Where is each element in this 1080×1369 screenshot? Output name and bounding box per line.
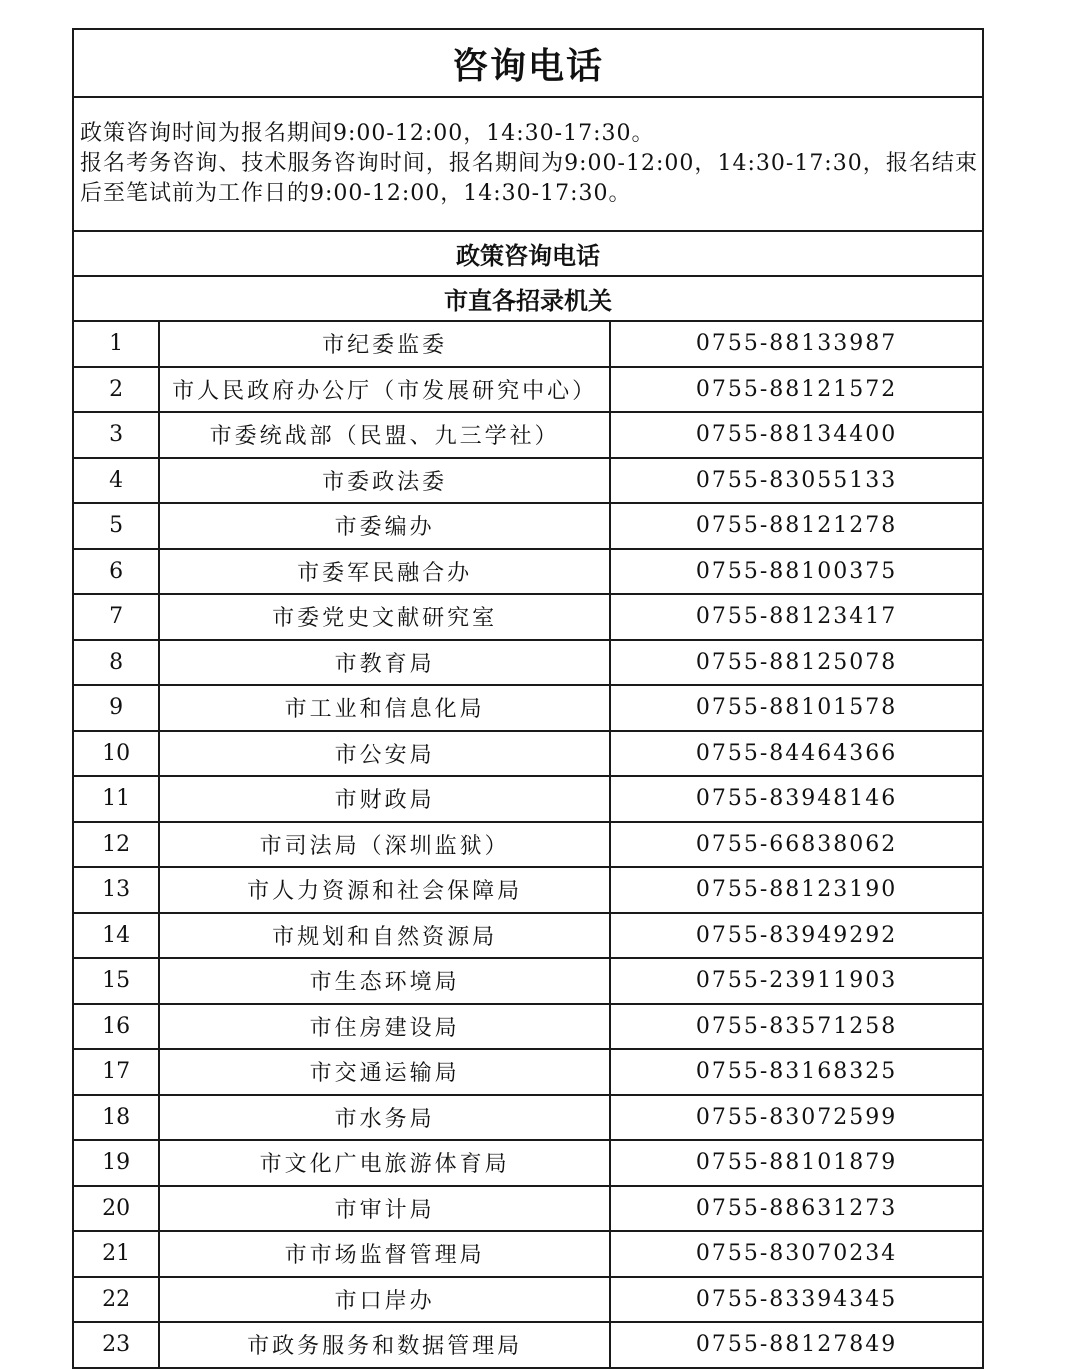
agency-name: 市财政局 (159, 776, 610, 822)
agency-name: 市教育局 (159, 640, 610, 686)
phone-number: 0755-66838062 (610, 822, 983, 868)
agency-name: 市委政法委 (159, 458, 610, 504)
table-row (73, 1049, 983, 1095)
table-row (73, 594, 983, 640)
agency-name: 市委军民融合办 (159, 549, 610, 595)
table-row (73, 367, 983, 413)
note-line: 政策咨询时间为报名期间9:00-12:00，14:30-17:30。 (80, 121, 655, 146)
agency-name: 市公安局 (159, 731, 610, 777)
row-number: 12 (73, 822, 159, 868)
agency-name: 市委统战部（民盟、九三学社） (159, 412, 610, 458)
table-row (73, 685, 983, 731)
phone-number: 0755-84464366 (610, 731, 983, 777)
table-row (73, 549, 983, 595)
phone-number: 0755-88121278 (610, 503, 983, 549)
phone-number: 0755-88123417 (610, 594, 983, 640)
row-number: 14 (73, 913, 159, 959)
phone-number: 0755-83394345 (610, 1277, 983, 1323)
row-number: 7 (73, 594, 159, 640)
phone-number: 0755-83168325 (610, 1049, 983, 1095)
table-row (73, 867, 983, 913)
phone-number: 0755-88127849 (610, 1322, 983, 1368)
phone-number: 0755-88101879 (610, 1140, 983, 1186)
agency-name: 市市场监督管理局 (159, 1231, 610, 1277)
notes-cell (73, 97, 983, 231)
row-number: 9 (73, 685, 159, 731)
section-row (73, 231, 983, 276)
agency-name: 市水务局 (159, 1095, 610, 1141)
row-number: 5 (73, 503, 159, 549)
table-row (73, 321, 983, 367)
section-title: 政策咨询电话 (73, 231, 983, 276)
phone-number: 0755-88100375 (610, 549, 983, 595)
phone-number: 0755-83072599 (610, 1095, 983, 1141)
group-row (73, 276, 983, 321)
note-line: 报名考务咨询、技术服务咨询时间，报名期间为9:00-12:00，14:30-17:30，报名结束后至笔试前为工作日的9:00-12:00，14:30-17:30。 (80, 151, 978, 206)
phone-number: 0755-83571258 (610, 1004, 983, 1050)
row-number: 19 (73, 1140, 159, 1186)
agency-name: 市工业和信息化局 (159, 685, 610, 731)
table-row (73, 958, 983, 1004)
phone-number: 0755-88123190 (610, 867, 983, 913)
phone-number: 0755-88631273 (610, 1186, 983, 1232)
row-number: 10 (73, 731, 159, 777)
agency-name: 市人力资源和社会保障局 (159, 867, 610, 913)
phone-number: 0755-88121572 (610, 367, 983, 413)
contact-table (72, 28, 984, 1369)
agency-name: 市口岸办 (159, 1277, 610, 1323)
phone-number: 0755-88125078 (610, 640, 983, 686)
row-number: 13 (73, 867, 159, 913)
phone-number: 0755-88134400 (610, 412, 983, 458)
table-row (73, 731, 983, 777)
agency-name: 市文化广电旅游体育局 (159, 1140, 610, 1186)
table-row (73, 1140, 983, 1186)
phone-number: 0755-88101578 (610, 685, 983, 731)
table-row (73, 1277, 983, 1323)
table-row (73, 776, 983, 822)
table-row (73, 1231, 983, 1277)
row-number: 11 (73, 776, 159, 822)
agency-name: 市委党史文献研究室 (159, 594, 610, 640)
phone-number: 0755-83949292 (610, 913, 983, 959)
table-row (73, 1322, 983, 1368)
agency-name: 市委编办 (159, 503, 610, 549)
agency-name: 市住房建设局 (159, 1004, 610, 1050)
row-number: 4 (73, 458, 159, 504)
agency-name: 市司法局（深圳监狱） (159, 822, 610, 868)
row-number: 6 (73, 549, 159, 595)
table-row (73, 503, 983, 549)
agency-name: 市审计局 (159, 1186, 610, 1232)
page-title: 咨询电话 (73, 29, 983, 97)
row-number: 16 (73, 1004, 159, 1050)
agency-name: 市人民政府办公厅（市发展研究中心） (159, 367, 610, 413)
notes-row (73, 97, 983, 231)
agency-name: 市政务服务和数据管理局 (159, 1322, 610, 1368)
row-number: 21 (73, 1231, 159, 1277)
table-row (73, 1095, 983, 1141)
agency-name: 市交通运输局 (159, 1049, 610, 1095)
phone-number: 0755-83070234 (610, 1231, 983, 1277)
table-row (73, 412, 983, 458)
table-row (73, 458, 983, 504)
table-row (73, 1004, 983, 1050)
agency-name: 市规划和自然资源局 (159, 913, 610, 959)
agency-name: 市生态环境局 (159, 958, 610, 1004)
group-title: 市直各招录机关 (73, 276, 983, 321)
agency-name: 市纪委监委 (159, 321, 610, 367)
row-number: 2 (73, 367, 159, 413)
title-row (73, 29, 983, 97)
row-number: 1 (73, 321, 159, 367)
table-row (73, 913, 983, 959)
row-number: 3 (73, 412, 159, 458)
row-number: 8 (73, 640, 159, 686)
row-number: 22 (73, 1277, 159, 1323)
table-row (73, 822, 983, 868)
phone-number: 0755-83948146 (610, 776, 983, 822)
phone-number: 0755-83055133 (610, 458, 983, 504)
table-row (73, 1186, 983, 1232)
phone-number: 0755-88133987 (610, 321, 983, 367)
row-number: 18 (73, 1095, 159, 1141)
row-number: 23 (73, 1322, 159, 1368)
row-number: 15 (73, 958, 159, 1004)
row-number: 17 (73, 1049, 159, 1095)
row-number: 20 (73, 1186, 159, 1232)
table-row (73, 640, 983, 686)
phone-number: 0755-23911903 (610, 958, 983, 1004)
